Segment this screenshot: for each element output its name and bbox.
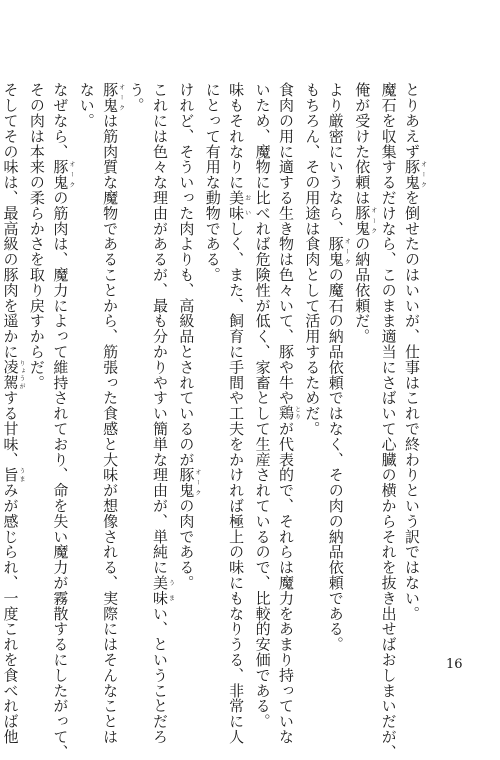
- text-run: とりあえず: [403, 82, 421, 159]
- body-text: [0, 82, 427, 760]
- text-run: は筋肉質な魔物であることから、筋張った食感と大味が想像される、実際にはそんなことは: [101, 112, 120, 745]
- ruby-base: 豚鬼: [326, 236, 345, 267]
- text-line: [124, 82, 147, 642]
- text-run: にとって有用な動物である。: [203, 82, 222, 283]
- text-run: より厳密にいうなら、: [326, 82, 345, 236]
- text-line: [200, 82, 223, 642]
- text-run: その肉は本来の柔らかさを取り戻すからだ。: [27, 82, 46, 390]
- ruby-base: 美味: [150, 574, 169, 606]
- text-run: もちろん、その用途は食肉として活用するためだ。: [303, 82, 322, 437]
- text-line: [98, 82, 125, 745]
- ruby-reading: りょうが: [18, 359, 25, 390]
- ruby-base: 豚鬼: [403, 159, 421, 190]
- text-run: を倒せたのはいいが、仕事はこれで終わりという訳ではない。: [403, 189, 421, 622]
- ruby-base: 豚鬼: [51, 159, 70, 190]
- ruby-reading: オーク: [369, 205, 377, 236]
- ruby-reading: オーク: [343, 236, 351, 267]
- ruby-annotation: [276, 405, 301, 421]
- text-line: [174, 82, 200, 642]
- text-run: の魔石の納品依頼ではなく、その肉の納品依頼である。: [326, 266, 345, 652]
- text-line: [224, 82, 251, 745]
- ruby-reading: おい: [243, 189, 251, 221]
- ruby-reading: うま: [167, 574, 175, 606]
- ruby-base: 豚鬼: [177, 467, 196, 498]
- text-run: そしてその味は、最高級の豚肉を遥かに: [1, 82, 20, 360]
- text-line: [74, 82, 97, 642]
- text-run: みが感じられ、一度これを食べれば他: [1, 482, 20, 745]
- text-run: 味もそれなりに: [227, 82, 246, 190]
- ruby-annotation: [353, 205, 377, 237]
- text-run: する甘味、: [1, 390, 20, 468]
- text-run: いため、魔物に比べれば危険性が低く、家畜として生産されているので、比較的安価である。: [253, 82, 272, 729]
- text-line: [0, 82, 25, 745]
- text-run: けれど、そういった肉よりも、高級品とされているのが: [177, 82, 196, 467]
- text-run: の納品依頼だ。: [353, 236, 372, 344]
- text-line: [274, 82, 301, 745]
- ruby-annotation: [101, 82, 125, 113]
- text-line: [148, 82, 175, 745]
- ruby-annotation: [51, 159, 75, 190]
- text-line: [250, 82, 273, 729]
- text-run: の肉である。: [177, 497, 196, 591]
- ruby-base: 旨: [1, 467, 20, 483]
- ruby-base: 美味: [227, 189, 246, 221]
- text-run: の筋肉は、魔力によって維持されており、命を失い魔力が霧散するにしたがって、: [51, 189, 70, 760]
- ruby-reading: オーク: [117, 82, 125, 113]
- ruby-reading: オーク: [419, 159, 427, 190]
- ruby-base: 鶏: [276, 405, 295, 421]
- text-run: 俺が受けた依頼は: [353, 82, 372, 206]
- ruby-reading: オーク: [67, 159, 75, 190]
- text-run: これには色々な理由があるが、最も分かりやすい簡単な理由が、単純に: [150, 82, 169, 575]
- ruby-reading: とり: [293, 405, 301, 421]
- ruby-annotation: [403, 159, 427, 190]
- ruby-annotation: [326, 236, 351, 267]
- text-run: が代表的で、それらは魔力をあまり持っていな: [276, 420, 295, 745]
- ruby-base: 豚鬼: [353, 205, 372, 237]
- text-line: [48, 82, 75, 760]
- text-run: ない。: [77, 82, 96, 129]
- text-run: う。: [127, 82, 146, 113]
- text-line: [400, 82, 426, 642]
- ruby-annotation: [177, 467, 201, 498]
- ruby-annotation: [1, 359, 25, 391]
- ruby-reading: オーク: [193, 467, 201, 498]
- text-run: なぜなら、: [51, 82, 70, 159]
- text-line: [323, 82, 351, 652]
- text-line: [350, 82, 376, 642]
- text-line: [25, 82, 48, 642]
- text-line: [300, 82, 323, 642]
- ruby-annotation: [1, 467, 25, 483]
- text-run: い、ということだろ: [150, 605, 169, 745]
- text-run: 魔石を収集するだけなら、このまま適当にさばいて心臓の横からそれを抜き出せばおしまいだが、: [379, 82, 398, 760]
- text-run: しく、また、飼育に手間や工夫をかければ極上の味にもなりうる、非常に人: [227, 220, 246, 745]
- text-line: [376, 82, 399, 760]
- ruby-annotation: [150, 574, 175, 606]
- ruby-reading: うま: [18, 467, 25, 483]
- ruby-annotation: [227, 189, 251, 221]
- text-run: 食肉の用に適する生き物は色々いて、豚や牛や: [276, 82, 295, 406]
- page-number: 16: [446, 657, 463, 672]
- ruby-base: 豚鬼: [101, 82, 120, 113]
- ruby-base: 凌駕: [1, 359, 20, 391]
